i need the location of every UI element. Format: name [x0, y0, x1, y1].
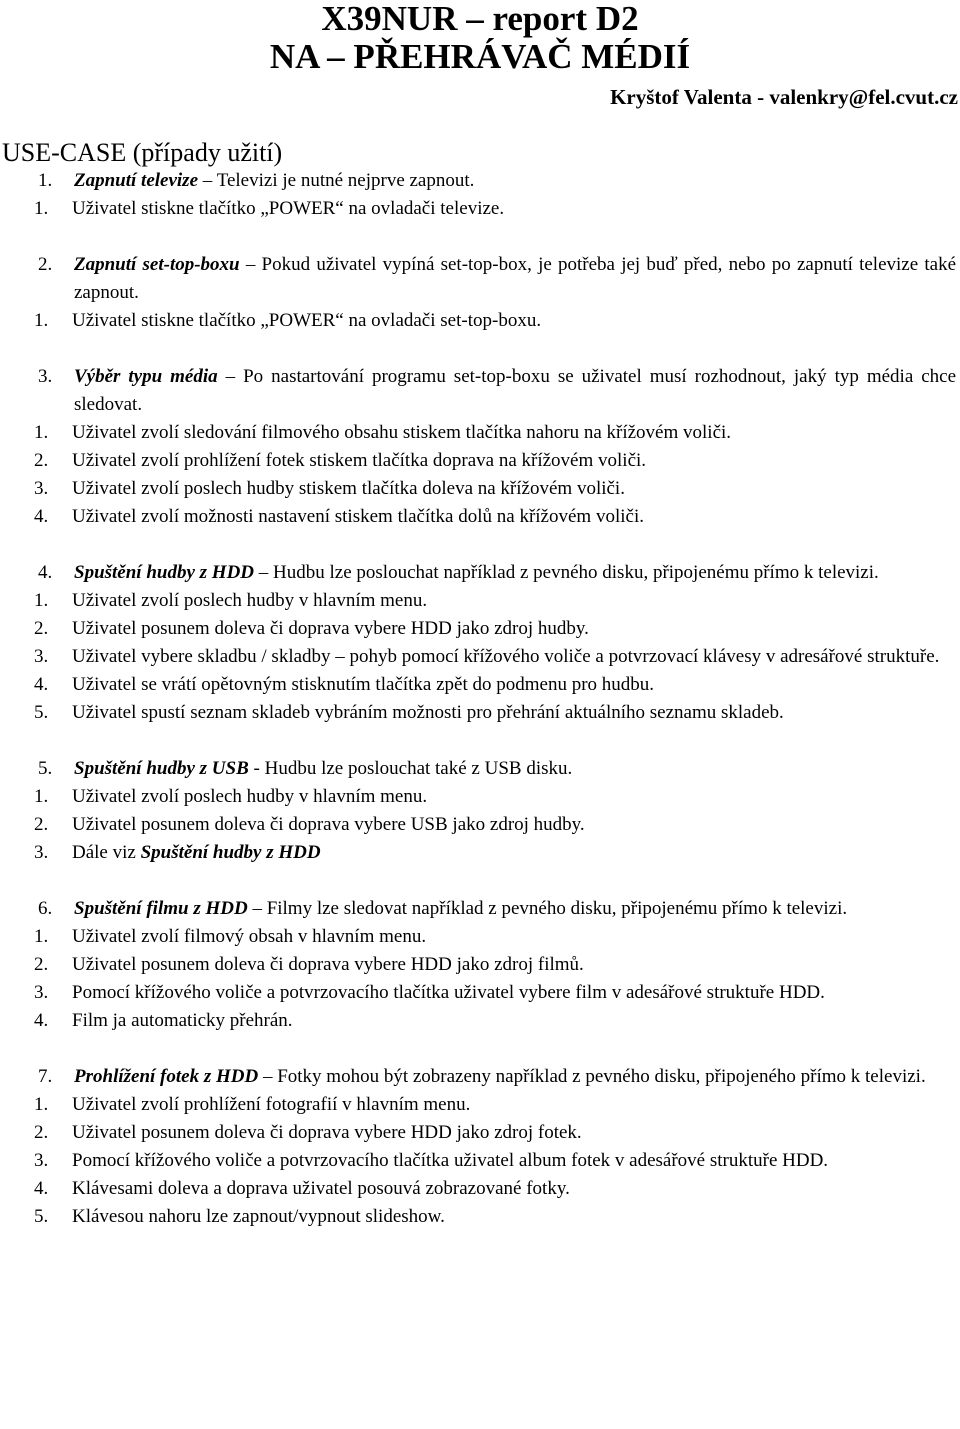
use-case-heading [0, 363, 960, 419]
use-case-number: 6. [38, 898, 53, 919]
use-case-step [0, 419, 960, 447]
step-text: Dále viz [72, 842, 141, 863]
use-case-step [0, 951, 960, 979]
use-case-step [0, 1203, 960, 1231]
step-text: Uživatel posunem doleva či doprava vybere HDD jako zdroj hudby. [72, 618, 589, 639]
step-text: Uživatel zvolí filmový obsah v hlavním menu. [72, 926, 427, 947]
use-case-step [0, 699, 960, 727]
step-text: Uživatel spustí seznam skladeb vybráním možnosti pro přehrání aktuálního seznamu skladeb. [72, 702, 784, 723]
step-text: Uživatel posunem doleva či doprava vybere HDD jako zdroj fotek. [72, 1122, 582, 1143]
step-text: Uživatel zvolí možnosti nastavení stiskem tlačítka dolů na křížovém voliči. [72, 506, 644, 527]
use-case-heading [0, 559, 960, 587]
use-case-step [0, 979, 960, 1007]
step-text: Uživatel zvolí poslech hudby v hlavním menu. [72, 590, 428, 611]
step-text: Uživatel zvolí sledování filmového obsahu stiskem tlačítka nahoru na křížovém voliči. [72, 422, 732, 443]
use-case-description: Hudbu lze poslouchat například z pevného disku, připojenému přímo k televizi. [273, 562, 879, 583]
use-case-name: Prohlížení fotek z HDD [74, 1066, 259, 1087]
use-case-separator: – [198, 170, 217, 191]
step-number: 2. [34, 814, 49, 835]
use-case-name: Spuštění hudby z USB [74, 758, 249, 779]
step-number: 3. [34, 1150, 49, 1171]
use-case-step [0, 1091, 960, 1119]
use-case-number: 4. [38, 562, 53, 583]
use-case-step [0, 503, 960, 531]
use-case-separator: – [239, 254, 262, 275]
use-case-step [0, 1119, 960, 1147]
use-case-spacer [0, 531, 960, 559]
use-case-description: Po nastartování programu set-top-boxu se uživatel musí rozhodnout, jaký typ média chce sledovat. [74, 366, 957, 415]
use-case-step [0, 195, 960, 223]
use-case-step [0, 587, 960, 615]
step-number: 4. [34, 1010, 49, 1031]
step-number: 2. [34, 1122, 49, 1143]
step-text: Uživatel posunem doleva či doprava vybere HDD jako zdroj filmů. [72, 954, 584, 975]
use-case-separator: – [247, 898, 267, 919]
step-number: 1. [34, 422, 49, 443]
step-text: Uživatel vybere skladbu / skladby – pohyb pomocí křížového voliče a potvrzovací klávesy v adresářové struktuře. [72, 646, 940, 667]
step-number: 4. [34, 674, 49, 695]
step-number: 5. [34, 702, 49, 723]
use-case-step [0, 671, 960, 699]
use-case-spacer [0, 335, 960, 363]
use-case-step [0, 811, 960, 839]
use-case-description: Filmy lze sledovat například z pevného disku, připojenému přímo k televizi. [266, 898, 848, 919]
use-case-heading [0, 895, 960, 923]
use-case-step [0, 615, 960, 643]
use-case-name: Spuštění hudby z HDD [74, 562, 255, 583]
step-number: 2. [34, 954, 49, 975]
step-text: Pomocí křížového voliče a potvrzovacího tlačítka uživatel vybere film v adesářové struktuře HDD. [72, 982, 825, 1003]
step-number: 1. [34, 310, 49, 331]
step-number: 1. [34, 1094, 49, 1115]
title-line-1: X39NUR – report D2 [321, 0, 639, 38]
step-number: 3. [34, 478, 49, 499]
use-case-spacer [0, 223, 960, 251]
step-text: Film ja automaticky přehrán. [72, 1010, 293, 1031]
step-text: Uživatel stiskne tlačítko „POWER“ na ovladači televize. [72, 198, 505, 219]
title-line-2: NA – PŘEHRÁVAČ MÉDIÍ [269, 37, 691, 76]
use-case-description: Fotky mohou být zobrazeny například z pevného disku, připojeného přímo k televizi. [277, 1066, 926, 1087]
use-case-description: Hudbu lze poslouchat také z USB disku. [264, 758, 573, 779]
step-text: Uživatel posunem doleva či doprava vybere USB jako zdroj hudby. [72, 814, 585, 835]
step-number: 1. [34, 198, 49, 219]
step-number: 3. [34, 842, 49, 863]
use-case-heading [0, 167, 960, 195]
use-case-separator: – [217, 366, 244, 387]
use-case-spacer [0, 727, 960, 755]
use-case-description: Pokud uživatel vypíná set-top-box, je potřeba jej buď před, nebo po zapnutí televize také zapnout. [74, 254, 957, 303]
use-case-name: Zapnutí televize [74, 170, 199, 191]
use-case-step [0, 783, 960, 811]
use-case-separator: - [248, 758, 265, 779]
step-text: Pomocí křížového voliče a potvrzovacího tlačítka uživatel album fotek v adesářové struktuře HDD. [72, 1150, 829, 1171]
use-case-spacer [0, 1035, 960, 1063]
step-number: 5. [34, 1206, 49, 1227]
step-number: 1. [34, 590, 49, 611]
step-text: Uživatel zvolí poslech hudby v hlavním menu. [72, 786, 428, 807]
use-case-number: 1. [38, 170, 53, 191]
step-text: Uživatel zvolí prohlížení fotografií v hlavním menu. [72, 1094, 471, 1115]
use-case-step [0, 1147, 960, 1175]
use-case-separator: – [254, 562, 274, 583]
step-text: Klávesami doleva a doprava uživatel posouvá zobrazované fotky. [72, 1178, 570, 1199]
step-text: Uživatel zvolí prohlížení fotek stiskem tlačítka doprava na křížovém voliči. [72, 450, 647, 471]
use-case-heading [0, 755, 960, 783]
use-case-step [0, 923, 960, 951]
section-title: USE-CASE (případy užití) [2, 138, 283, 167]
use-case-number: 2. [38, 254, 53, 275]
step-text: Uživatel stiskne tlačítko „POWER“ na ovladači set-top-boxu. [72, 310, 542, 331]
step-number: 2. [34, 618, 49, 639]
step-text: Uživatel se vrátí opětovným stisknutím tlačítka zpět do podmenu pro hudbu. [72, 674, 655, 695]
use-case-step [0, 1007, 960, 1035]
use-case-number: 3. [38, 366, 53, 387]
use-case-heading [0, 251, 960, 307]
use-case-name: Spuštění filmu z HDD [74, 898, 248, 919]
use-case-step [0, 475, 960, 503]
use-case-name: Zapnutí set-top-boxu [74, 254, 240, 275]
use-case-step [0, 447, 960, 475]
use-case-list [0, 167, 960, 1231]
step-number: 4. [34, 1178, 49, 1199]
use-case-heading [0, 1063, 960, 1091]
use-case-separator: – [258, 1066, 278, 1087]
use-case-step [0, 839, 960, 867]
step-number: 3. [34, 982, 49, 1003]
step-reference: Spuštění hudby z HDD [140, 842, 321, 863]
step-number: 1. [34, 786, 49, 807]
use-case-step [0, 307, 960, 335]
step-number: 4. [34, 506, 49, 527]
use-case-step [0, 1175, 960, 1203]
use-case-spacer [0, 867, 960, 895]
step-number: 1. [34, 926, 49, 947]
use-case-step [0, 643, 960, 671]
use-case-name: Výběr typu média [74, 366, 218, 387]
step-text: Klávesou nahoru lze zapnout/vypnout slideshow. [72, 1206, 445, 1227]
step-number: 3. [34, 646, 49, 667]
document-title [0, 0, 960, 76]
step-text: Uživatel zvolí poslech hudby stiskem tlačítka doleva na křížovém voliči. [72, 478, 625, 499]
use-case-number: 5. [38, 758, 53, 779]
use-case-number: 7. [38, 1066, 53, 1087]
step-number: 2. [34, 450, 49, 471]
use-case-description: Televizi je nutné nejprve zapnout. [216, 170, 475, 191]
author-line: Kryštof Valenta - valenkry@fel.cvut.cz [610, 85, 958, 109]
